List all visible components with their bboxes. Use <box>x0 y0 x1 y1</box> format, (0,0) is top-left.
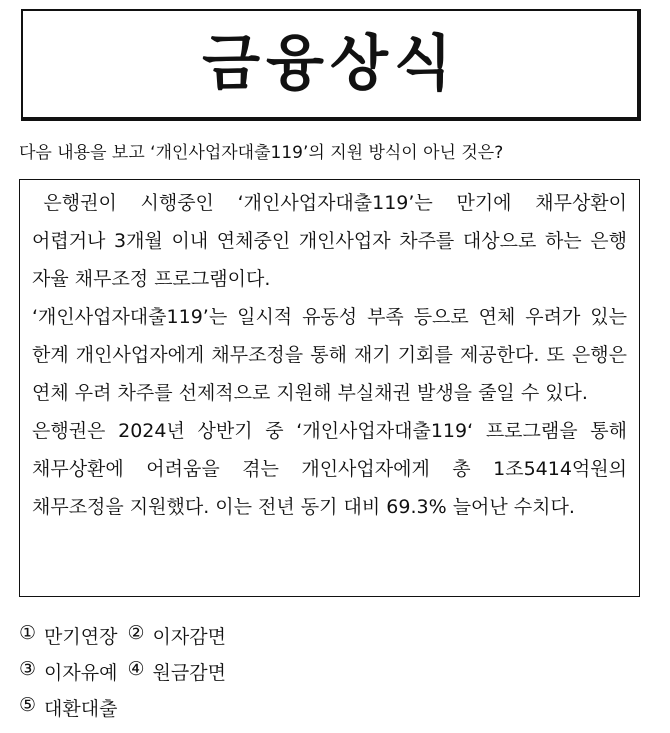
option-row-1 <box>19 617 639 653</box>
option-2[interactable] <box>127 622 225 649</box>
option-label: 이자유예 <box>44 661 118 684</box>
option-5[interactable] <box>19 694 117 721</box>
option-number: ① <box>19 621 37 644</box>
option-label: 만기연장 <box>44 625 118 648</box>
passage-paragraph-1: 은행권이 시행중인 ‘개인사업자대출119’는 만기에 채무상환이 어렵거나 3개월 이내 연체중인 개인사업자 차주를 대상으로 하는 은행 자율 채무조정 프로그램이다. <box>32 192 627 290</box>
option-label: 대환대출 <box>44 697 118 720</box>
title-box <box>21 9 641 121</box>
option-number: ③ <box>19 657 37 680</box>
option-3[interactable] <box>19 658 117 685</box>
option-row-2 <box>19 653 639 689</box>
option-number: ⑤ <box>19 693 37 716</box>
passage-box <box>19 179 640 597</box>
answer-options <box>19 617 639 725</box>
option-4[interactable] <box>127 658 225 685</box>
option-number: ④ <box>127 657 145 680</box>
page-title: 금융상식 <box>202 29 458 99</box>
option-label: 이자감면 <box>152 625 226 648</box>
passage-paragraph-3: 은행권은 2024년 상반기 중 ‘개인사업자대출119‘ 프로그램을 통해 채무상환에 어려움을 겪는 개인사업자에게 총 1조5414억원의 채무조정을 지원했다. 이는 전년 동기 대비 69.3% 늘어난 수치다. <box>32 420 627 518</box>
option-label: 원금감면 <box>152 661 226 684</box>
option-1[interactable] <box>19 622 117 649</box>
option-number: ② <box>127 621 145 644</box>
passage-paragraph-2: ‘개인사업자대출119’는 일시적 유동성 부족 등으로 연체 우려가 있는 한계 개인사업자에게 채무조정을 통해 재기 기회를 제공한다. 또 은행은 연체 우려 차주를 선제적으로 지원해 부실채권 발생을 줄일 수 있다. <box>32 306 627 404</box>
question-text: 다음 내용을 보고 ‘개인사업자대출119’의 지원 방식이 아닌 것은? <box>19 143 504 163</box>
option-row-3 <box>19 689 639 725</box>
